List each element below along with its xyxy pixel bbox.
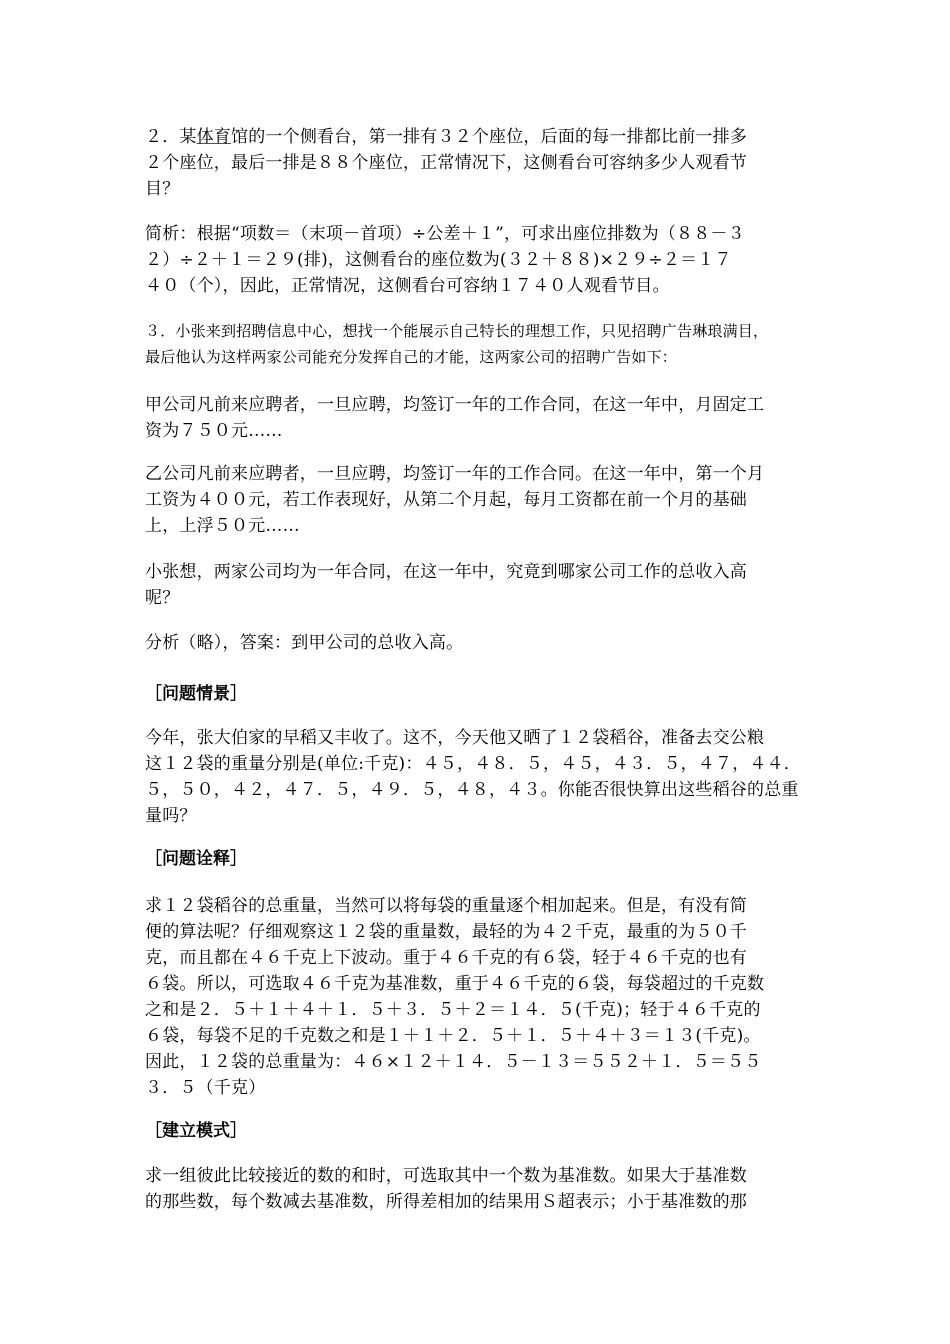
explain-line-2: 便的算法呢？仔细观察这１２袋的重量数，最轻的为４２千克，最重的为５０千 [145,922,747,942]
question-3 [145,559,815,611]
analysis-2-line-2: ２）÷２＋１＝２９(排)，这侧看台的座位数为(３２＋８８)×２９÷２＝１７ [145,250,732,270]
problem-3-line-2: 最后他认为这样两家公司能充分发挥自己的才能，这两家公司的招聘广告如下： [145,348,678,366]
model-line-2: 的那些数，每个数减去基准数，所得差相加的结果用Ｓ超表示；小于基准数的那 [145,1192,747,1212]
company-a-line-1: 甲公司凡前来应聘者，一旦应聘，均签订一年的工作合同，在这一年中，月固定工 [145,395,765,415]
company-b-ad [145,461,815,539]
explain-line-3: 克，而且都在４６千克上下波动。重于４６千克的有６袋，轻于４６千克的也有 [145,948,747,968]
heading-scenario: ［问题情景］ [145,684,247,704]
answer-3-line: 分析（略），答案：到甲公司的总收入高。 [145,633,464,653]
stadium-link[interactable]: 体育 [196,127,232,147]
problem-2-line-2: ２个座位，最后一排是８８个座位，正常情况下，这侧看台可容纳多少人观看节 [145,153,747,173]
company-a-ad [145,392,815,444]
problem-2-line-1 [145,124,815,150]
explain-line-4: ６袋。所以，可选取４６千克为基准数，重于４６千克的６袋，每袋超过的千克数 [145,974,765,994]
question-3-line-1: 小张想，两家公司均为一年合同，在这一年中，究竟到哪家公司工作的总收入高 [145,562,747,582]
problem-3 [145,318,815,370]
analysis-2-line-3: ４０（个），因此，正常情况，这侧看台可容纳１７４０人观看节目。 [145,276,670,296]
problem-3-line-1: ３．小张来到招聘信息中心，想找一个能展示自己特长的理想工作，只见招聘广告琳琅满目， [145,322,769,340]
scenario-line-3: ５，５０，４２，４７．５，４９．５，４８，４３。你能否很快算出这些稻谷的总重 [145,780,799,800]
problem-2 [145,124,815,202]
explain-line-6: ６袋，每袋不足的千克数之和是１＋１＋２．５＋１．５＋４＋３＝１３(千克)。 [145,1026,761,1046]
answer-3 [145,630,815,656]
company-a-line-2: 资为７５０元…… [145,421,283,441]
scenario-line-2: 这１２袋的重量分别是(单位:千克)：４５，４８．５，４５，４３．５，４７，４４． [145,754,801,774]
company-b-line-1: 乙公司凡前来应聘者，一旦应聘，均签订一年的工作合同。在这一年中，第一个月 [145,464,765,484]
scenario [145,725,815,829]
question-3-line-2: 呢？ [145,588,180,608]
heading-explain: ［问题诠释］ [145,849,247,869]
explain-line-5: 之和是２．５＋１＋４＋１．５＋３．５＋２＝１４．５(千克)；轻于４６千克的 [145,1000,761,1020]
analysis-2 [145,221,815,299]
model-line-1: 求一组彼此比较接近的数的和时，可选取其中一个数为基准数。如果大于基准数 [145,1166,747,1186]
scenario-line-4: 量吗？ [145,806,197,826]
explain [145,893,815,1101]
company-b-line-3: 上，上浮５０元…… [145,516,300,536]
problem-2-line-3: 目？ [145,179,180,199]
scenario-line-1: 今年，张大伯家的早稻又丰收了。这不，今天他又晒了１２袋稻谷，准备去交公粮 [145,728,765,748]
explain-line-8: ３．５（千克） [145,1078,266,1098]
problem-2-text: 馆的一个侧看台，第一排有３２个座位，后面的每一排都比前一排多 [231,127,748,147]
model [145,1163,815,1215]
heading-model: ［建立模式］ [145,1121,247,1141]
problem-2-prefix: ２．某 [145,127,197,147]
explain-line-1: 求１２袋稻谷的总重量，当然可以将每袋的重量逐个相加起来。但是，有没有简 [145,896,747,916]
analysis-2-line-1: 简析：根据“项数＝（末项－首项）÷公差＋１”，可求出座位排数为（８８－３ [145,224,745,244]
explain-line-7: 因此，１２袋的总重量为：４６×１２＋１４．５－１３＝５５２＋１．５＝５５ [145,1052,762,1072]
company-b-line-2: 工资为４００元，若工作表现好，从第二个月起，每月工资都在前一个月的基础 [145,490,747,510]
